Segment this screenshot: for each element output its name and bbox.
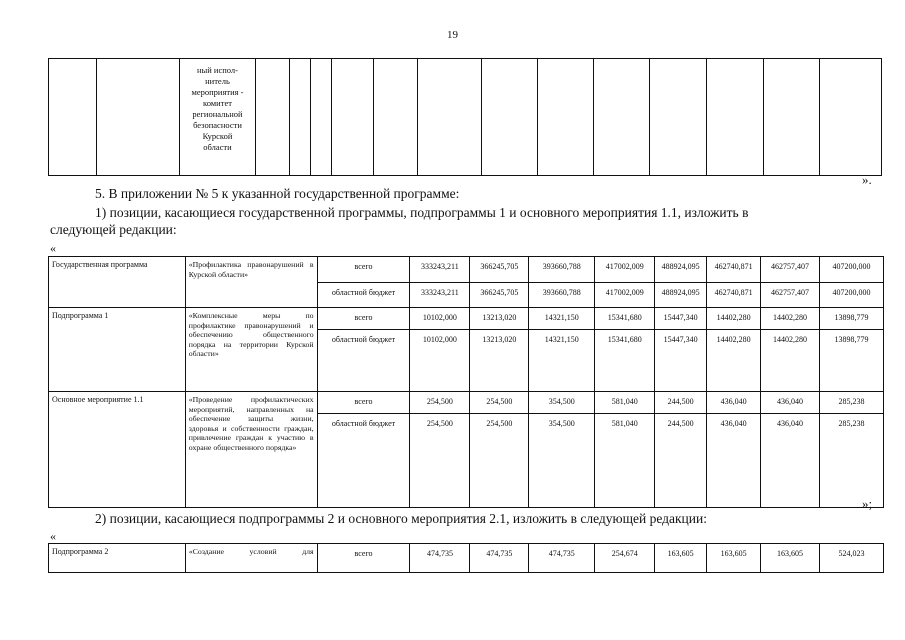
source-label: всего xyxy=(317,392,410,414)
value-cell: 417002,009 xyxy=(595,257,655,283)
value-cell: 163,605 xyxy=(707,544,761,573)
table-row xyxy=(49,308,884,330)
value-cell: 474,735 xyxy=(529,544,595,573)
value-cell: 417002,009 xyxy=(595,283,655,308)
row-desc xyxy=(185,544,317,573)
row-name: Подпрограмма 2 xyxy=(49,544,186,573)
value-cell: 488924,095 xyxy=(655,257,707,283)
close-quote-2: »; xyxy=(862,496,873,511)
table-row xyxy=(49,392,884,414)
value-cell: 462757,407 xyxy=(761,257,820,283)
value-cell: 254,500 xyxy=(470,392,529,414)
value-cell: 366245,705 xyxy=(470,283,529,308)
value-cell: 436,040 xyxy=(707,392,761,414)
value-cell: 13898,779 xyxy=(820,330,884,392)
open-quote-1: « xyxy=(50,241,56,255)
value-cell: 354,500 xyxy=(529,414,595,508)
value-cell: 462740,871 xyxy=(707,257,761,283)
value-cell: 581,040 xyxy=(595,414,655,508)
paragraph-1-line1: 1) позиции, касающиеся государственной программы, подпрограммы 1 и основного мероприятия 1.1, изложить в xyxy=(95,205,749,220)
value-cell: 15447,340 xyxy=(655,330,707,392)
value-cell: 15447,340 xyxy=(655,308,707,330)
row-desc: «Комплексные меры по профилактике правонарушений и обеспечению общественного порядка на территории Курской области» xyxy=(185,308,317,392)
source-label: всего xyxy=(317,544,410,573)
row-name: Подпрограмма 1 xyxy=(49,308,186,392)
value-cell: 14321,150 xyxy=(529,308,595,330)
funding-table xyxy=(48,256,884,508)
executor-cell xyxy=(180,59,255,176)
value-cell: 488924,095 xyxy=(655,283,707,308)
value-cell: 524,023 xyxy=(819,544,883,573)
continuation-table xyxy=(48,58,882,176)
value-cell: 333243,211 xyxy=(410,257,470,283)
value-cell: 14402,280 xyxy=(761,308,820,330)
value-cell: 285,238 xyxy=(820,392,884,414)
table-row xyxy=(49,257,884,283)
value-cell: 14321,150 xyxy=(529,330,595,392)
value-cell: 13213,020 xyxy=(470,330,529,392)
source-label: областной бюджет xyxy=(317,414,410,508)
row-desc-text: «Создание условий для xyxy=(188,547,314,556)
table-row xyxy=(49,544,884,573)
value-cell: 13213,020 xyxy=(470,308,529,330)
row-desc: «Проведение профилактических мероприятий, направленных на обеспечение защиты жизни, здоровья и собственности граждан, привлечение граждан к участию в охране общественного порядка» xyxy=(185,392,317,508)
open-quote-2: « xyxy=(50,529,56,543)
row-name: Государственная программа xyxy=(49,257,186,308)
value-cell: 436,040 xyxy=(761,392,820,414)
value-cell: 333243,211 xyxy=(410,283,470,308)
value-cell: 436,040 xyxy=(707,414,761,508)
paragraph-5: 5. В приложении № 5 к указанной государственной программе: xyxy=(95,186,460,201)
paragraph-2: 2) позиции, касающиеся подпрограммы 2 и основного мероприятия 2.1, изложить в следующей редакции: xyxy=(95,511,707,526)
value-cell: 244,500 xyxy=(655,392,707,414)
value-cell: 10102,000 xyxy=(410,308,470,330)
value-cell: 254,500 xyxy=(470,414,529,508)
value-cell: 474,735 xyxy=(470,544,529,573)
value-cell: 15341,680 xyxy=(595,308,655,330)
page-number: 19 xyxy=(447,29,458,41)
value-cell: 163,605 xyxy=(655,544,707,573)
source-label: областной бюджет xyxy=(317,283,410,308)
value-cell: 366245,705 xyxy=(470,257,529,283)
value-cell: 13898,779 xyxy=(820,308,884,330)
close-quote-1: ». xyxy=(862,172,872,187)
value-cell: 393660,788 xyxy=(529,257,595,283)
value-cell: 14402,280 xyxy=(761,330,820,392)
value-cell: 407200,000 xyxy=(820,257,884,283)
source-label: всего xyxy=(317,257,410,283)
value-cell: 14402,280 xyxy=(707,308,761,330)
paragraph-1-line2: следующей редакции: xyxy=(50,222,177,237)
value-cell: 163,605 xyxy=(761,544,820,573)
value-cell: 462740,871 xyxy=(707,283,761,308)
value-cell: 474,735 xyxy=(410,544,470,573)
row-name: Основное мероприятие 1.1 xyxy=(49,392,186,508)
value-cell: 407200,000 xyxy=(820,283,884,308)
value-cell: 285,238 xyxy=(820,414,884,508)
subprogram-2-table xyxy=(48,543,884,573)
value-cell: 462757,407 xyxy=(761,283,820,308)
row-desc: «Профилактика правонарушений в Курской области» xyxy=(185,257,317,308)
value-cell: 244,500 xyxy=(655,414,707,508)
value-cell: 393660,788 xyxy=(529,283,595,308)
value-cell: 436,040 xyxy=(761,414,820,508)
value-cell: 254,500 xyxy=(410,414,470,508)
executor-text: ный испол- нитель мероприятия - комитет региональной безопасности Курской области xyxy=(191,65,244,152)
source-label: всего xyxy=(317,308,410,330)
value-cell: 354,500 xyxy=(529,392,595,414)
value-cell: 14402,280 xyxy=(707,330,761,392)
value-cell: 254,500 xyxy=(410,392,470,414)
value-cell: 254,674 xyxy=(595,544,655,573)
value-cell: 15341,680 xyxy=(595,330,655,392)
value-cell: 581,040 xyxy=(595,392,655,414)
value-cell: 10102,000 xyxy=(410,330,470,392)
source-label: областной бюджет xyxy=(317,330,410,392)
